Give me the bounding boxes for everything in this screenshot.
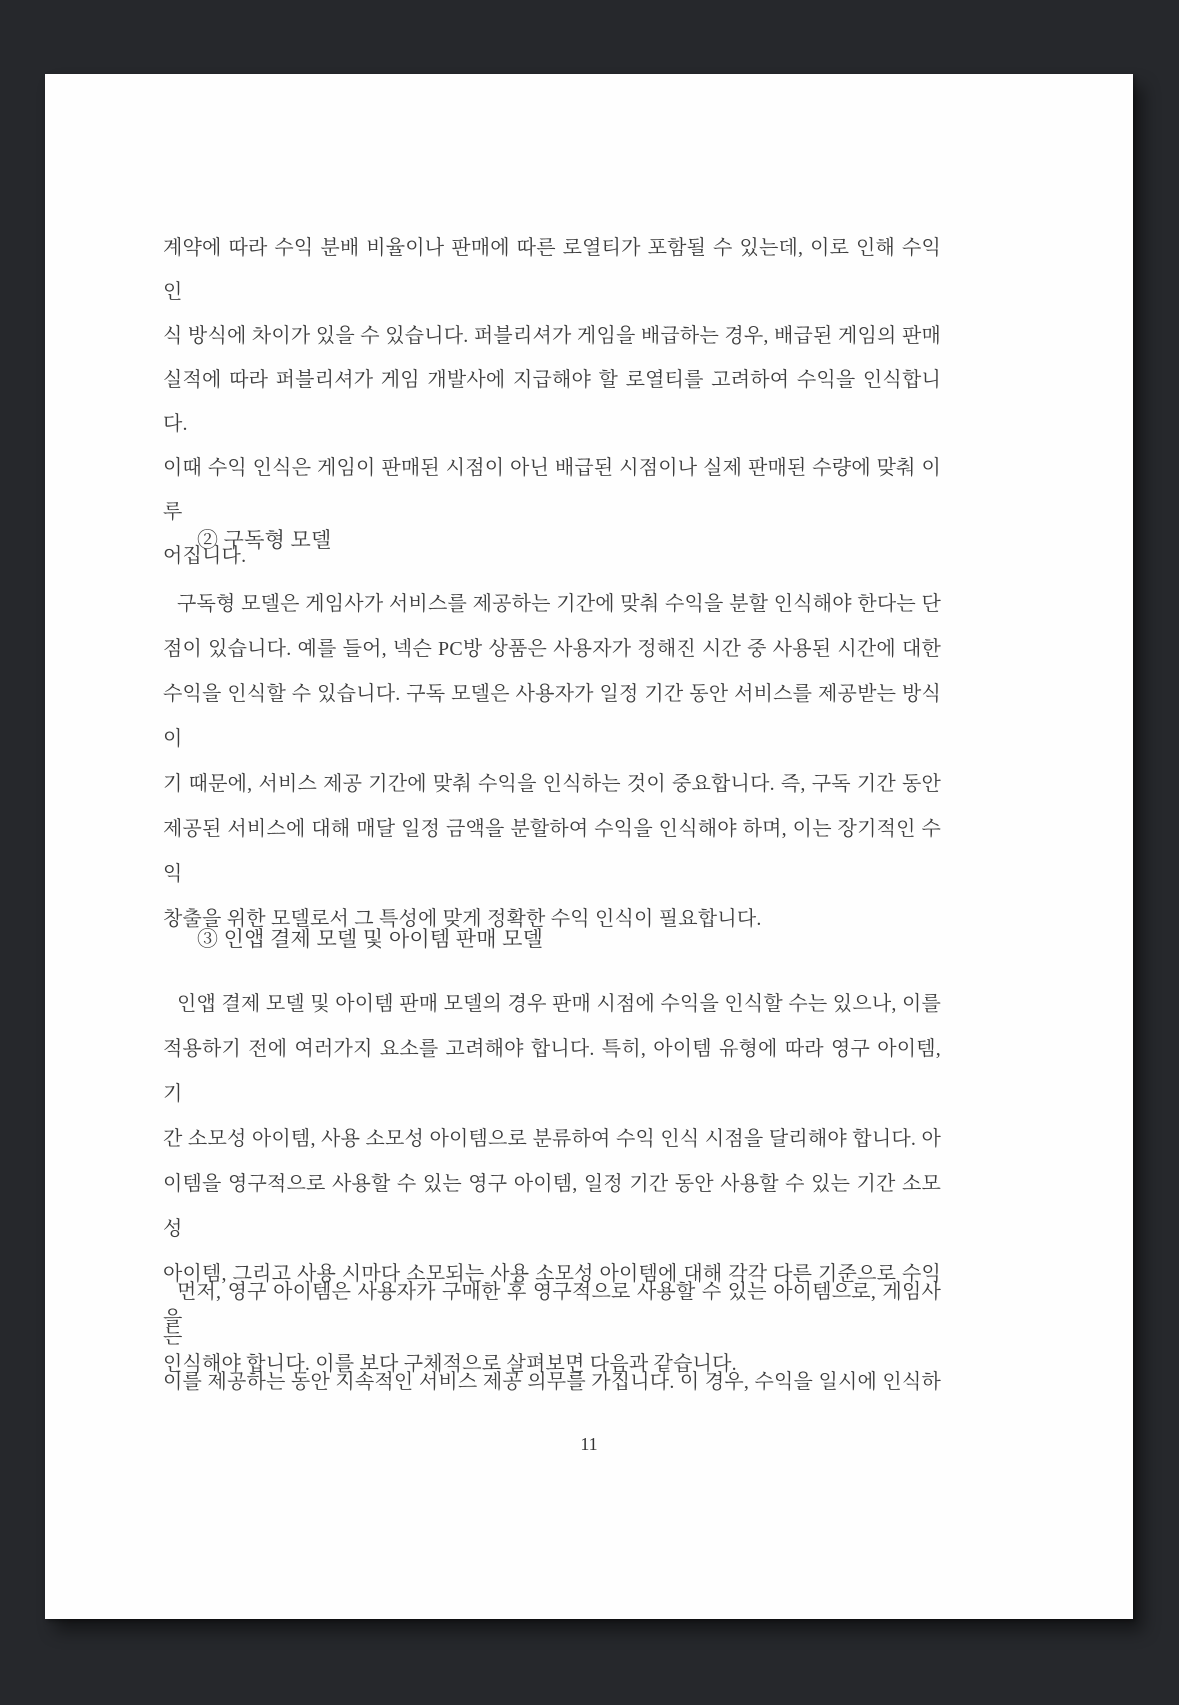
- text-line: 적용하기 전에 여러가지 요소를 고려해야 합니다. 특히, 아이템 유형에 따라 영구 아이템, 기: [163, 1038, 941, 1105]
- text-line: 이때 수익 인식은 게임이 판매된 시점이 아닌 배급된 시점이나 실제 판매된 수량에 맞춰 이루: [163, 457, 941, 523]
- text-line: 창출을 위한 모델로서 그 특성에 맞게 정확한 수익 인식이 필요합니다.: [163, 908, 762, 930]
- text-line: 이를 제공하는 동안 지속적인 서비스 제공 의무를 가집니다. 이 경우, 수익을 일시에 인식하: [163, 1371, 941, 1393]
- text-line: 수익을 인식할 수 있습니다. 구독 모델은 사용자가 일정 기간 동안 서비스를 제공받는 방식이: [163, 683, 941, 750]
- paragraph-subscription-model: [163, 582, 941, 942]
- document-page: [45, 74, 1133, 1619]
- paragraph-permanent-item: [163, 1270, 941, 1405]
- section-heading-inapp-item-model: ③ 인앱 결제 모델 및 아이템 판매 모델: [197, 927, 544, 951]
- text-line: 점이 있습니다. 예를 들어, 넥슨 PC방 상품은 사용자가 정해진 시간 중 사용된 시간에 대한: [163, 638, 941, 660]
- section-heading-subscription-model: ② 구독형 모델: [197, 528, 332, 552]
- text-line: 인앱 결제 모델 및 아이템 판매 모델의 경우 판매 시점에 수익을 인식할 수는 있으나, 이를: [177, 993, 941, 1015]
- text-line: 간 소모성 아이템, 사용 소모성 아이템으로 분류하여 수익 인식 시점을 달리해야 합니다. 아: [163, 1128, 941, 1150]
- text-line: 기 때문에, 서비스 제공 기간에 맞춰 수익을 인식하는 것이 중요합니다. 즉, 구독 기간 동안: [163, 773, 941, 795]
- text-line: 구독형 모델은 게임사가 서비스를 제공하는 기간에 맞춰 수익을 분할 인식해야 한다는 단: [177, 593, 941, 615]
- text-line: 아이템, 그리고 사용 시마다 소모되는 사용 소모성 아이템에 대해 각각 다른 기준으로 수익을: [163, 1263, 941, 1330]
- text-line: 식 방식에 차이가 있을 수 있습니다. 퍼블리셔가 게임을 배급하는 경우, 배급된 게임의 판매: [163, 325, 941, 347]
- text-line: 먼저, 영구 아이템은 사용자가 구매한 후 영구적으로 사용할 수 있는 아이템으로, 게임사는: [163, 1281, 941, 1348]
- text-line: 어집니다.: [163, 545, 247, 567]
- text-line: 제공된 서비스에 대해 매달 일정 금액을 분할하여 수익을 인식해야 하며, 이는 장기적인 수익: [163, 818, 941, 885]
- text-line: 이템을 영구적으로 사용할 수 있는 영구 아이템, 일정 기간 동안 사용할 수 있는 기간 소모성: [163, 1173, 941, 1240]
- text-line: 인식해야 합니다. 이를 보다 구체적으로 살펴보면 다음과 같습니다.: [163, 1353, 737, 1375]
- page-number: 11: [580, 1434, 598, 1454]
- text-line: 계약에 따라 수익 분배 비율이나 판매에 따른 로열티가 포함될 수 있는데, 이로 인해 수익 인: [163, 237, 941, 303]
- text-line: 실적에 따라 퍼블리셔가 게임 개발사에 지급해야 할 로열티를 고려하여 수익을 인식합니다.: [163, 369, 941, 435]
